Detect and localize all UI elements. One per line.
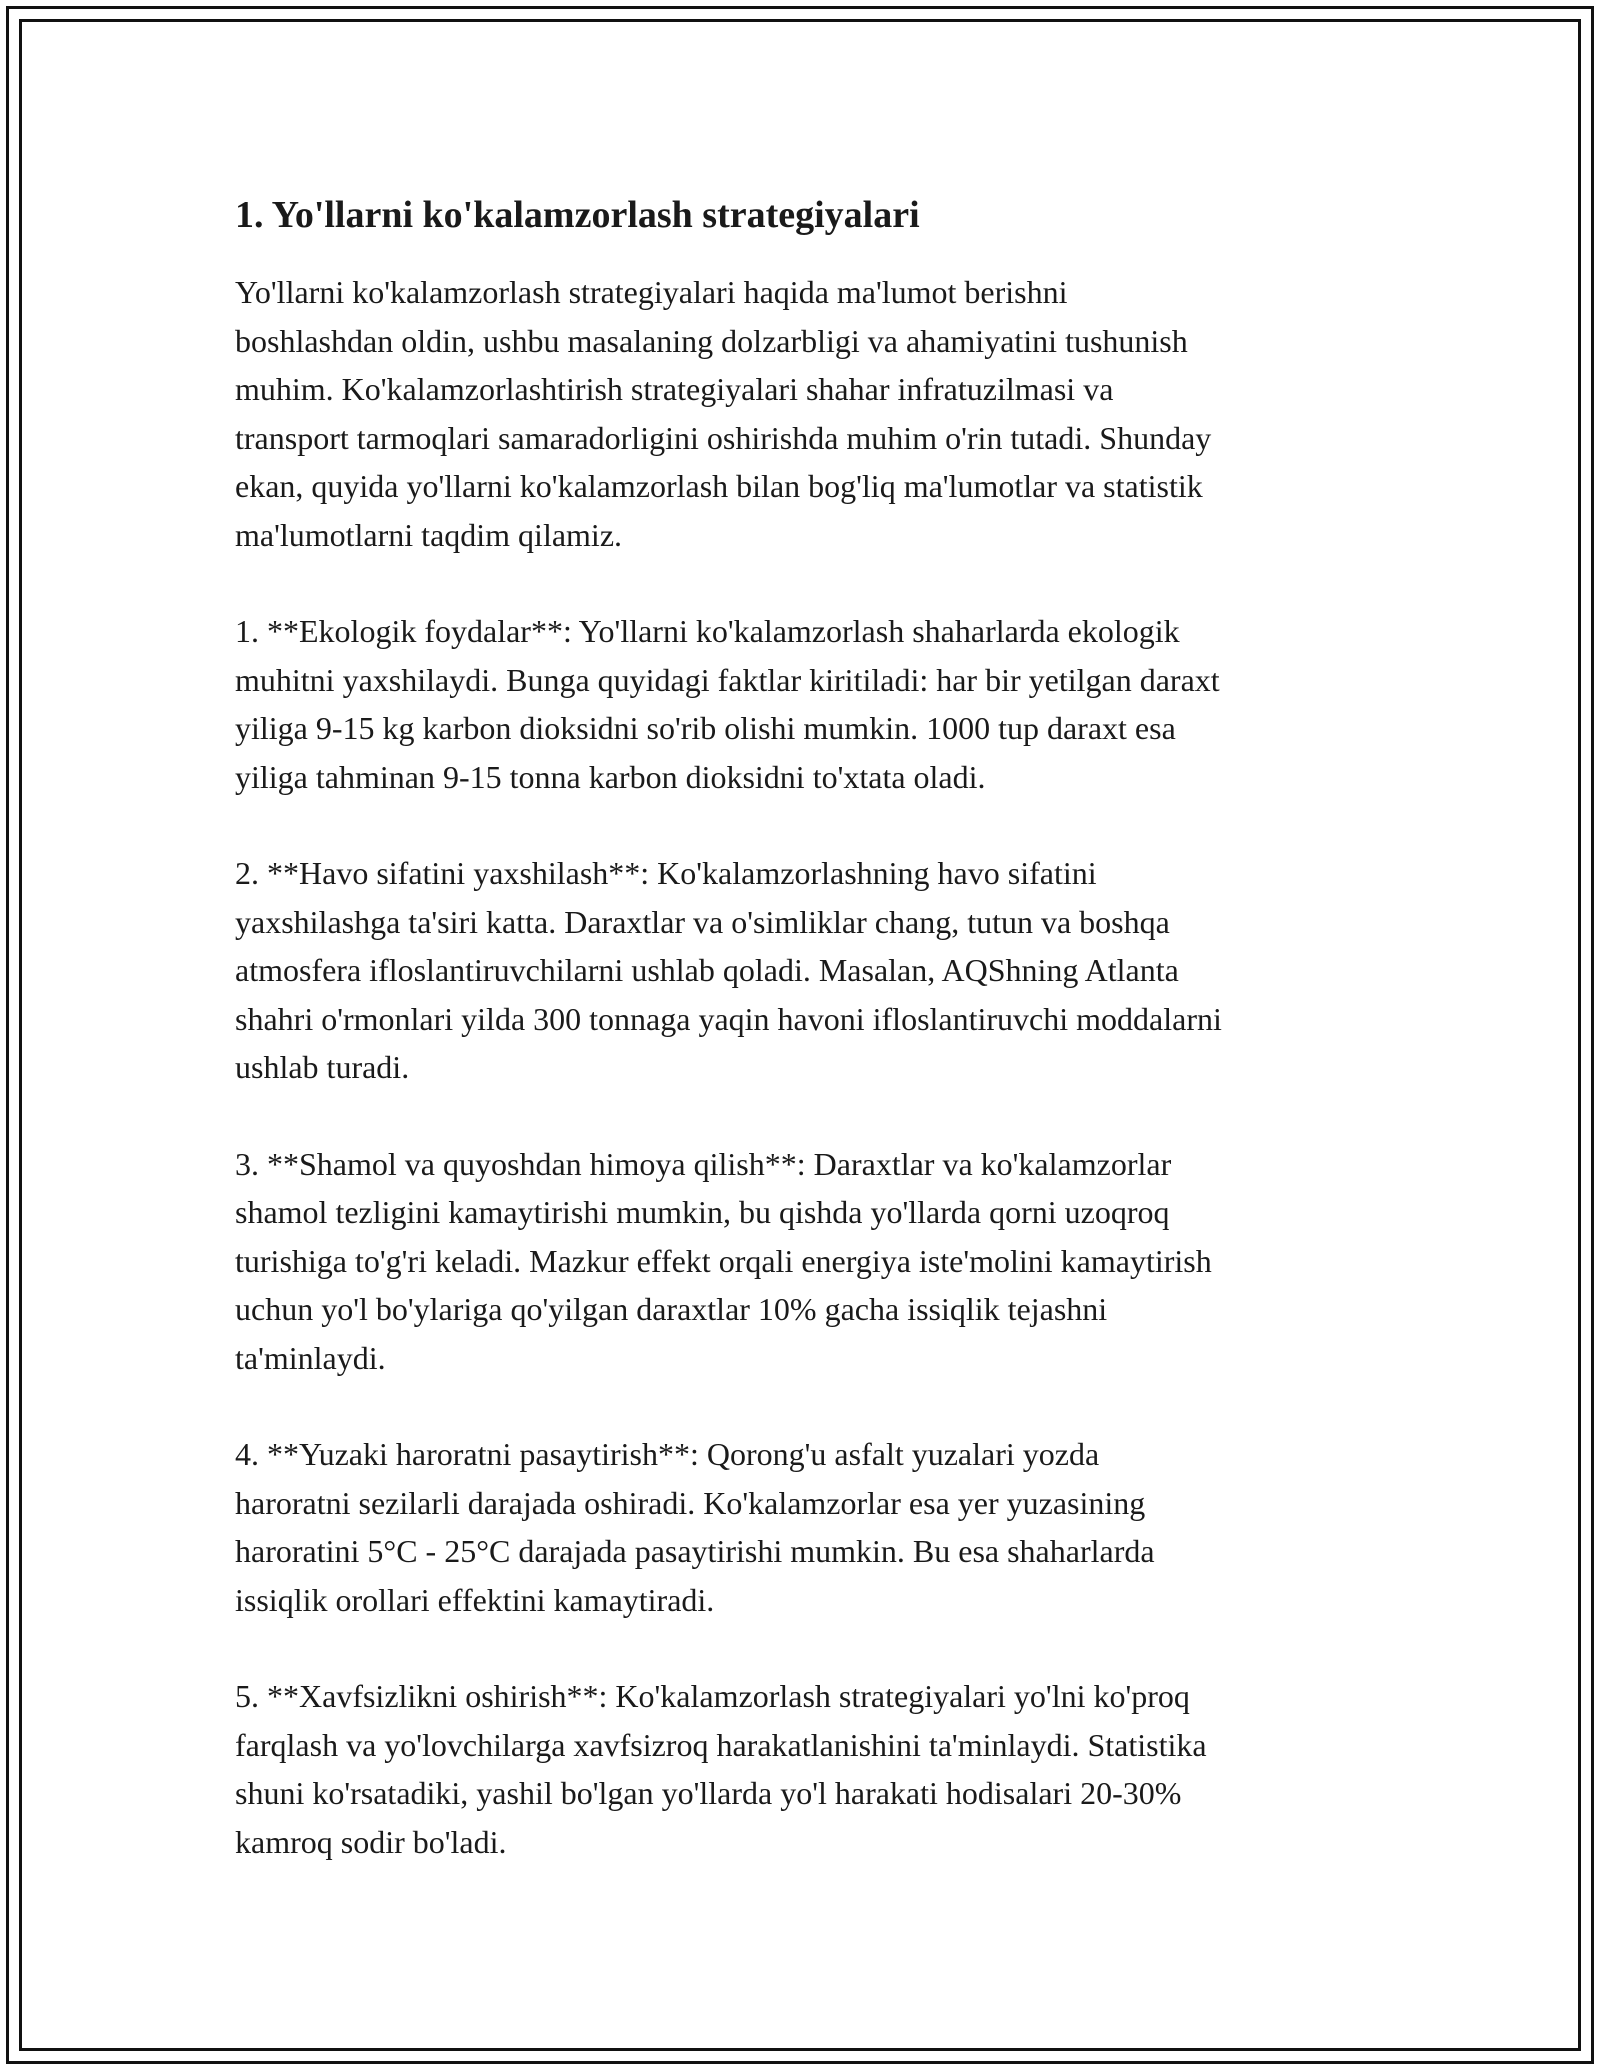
section-heading: 1. Yo'llarni ko'kalamzorlash strategiyalari	[235, 194, 920, 236]
point-safety: 5. **Xavfsizlikni oshirish**: Ko'kalamzorlash strategiyalari yo'lni ko'proq farqlash va yo'lovchilarga xavfsizroq harakatlanishini ta'minlaydi. Statistika shuni ko'rsatadiki, yashil bo'lgan yo'llarda yo'l harakati hodisalari 20-30% kamroq sodir bo'ladi.	[235, 1678, 1207, 1860]
document-body	[235, 188, 1375, 1914]
point-ecological-benefits: 1. **Ekologik foydalar**: Yo'llarni ko'kalamzorlash shaharlarda ekologik muhitni yaxshilaydi. Bunga quyidagi faktlar kiritiladi: har bir yetilgan daraxt yiliga 9-15 kg karbon dioksidni so'rib olishi mumkin. 1000 tup daraxt esa yiliga tahminan 9-15 tonna karbon dioksidni to'xtata oladi.	[235, 613, 1220, 795]
intro-paragraph: Yo'llarni ko'kalamzorlash strategiyalari haqida ma'lumot berishni boshlashdan oldin, ushbu masalaning dolzarbligi va ahamiyatini tushunish muhim. Ko'kalamzorlashtirish strategiyalari shahar infratuzilmasi va transport tarmoqlari samaradorligini oshirishda muhim o'rin tutadi. Shunday ekan, quyida yo'llarni ko'kalamzorlash bilan bog'liq ma'lumotlar va statistik ma'lumotlarni taqdim qilamiz.	[235, 274, 1212, 553]
point-surface-temperature: 4. **Yuzaki haroratni pasaytirish**: Qorong'u asfalt yuzalari yozda haroratni sezilarli darajada oshiradi. Ko'kalamzorlar esa yer yuzasining haroratini 5°C - 25°C darajada pasaytirishi mumkin. Bu esa shaharlarda issiqlik orollari effektini kamaytiradi.	[235, 1436, 1155, 1618]
point-wind-sun-protection: 3. **Shamol va quyoshdan himoya qilish**: Daraxtlar va ko'kalamzorlar shamol tezligini kamaytirishi mumkin, bu qishda yo'llarda qorni uzoqroq turishiga to'g'ri keladi. Mazkur effekt orqali energiya iste'molini kamaytirish uchun yo'l bo'ylariga qo'yilgan daraxtlar 10% gacha issiqlik tejashni ta'minlaydi.	[235, 1145, 1212, 1376]
point-air-quality: 2. **Havo sifatini yaxshilash**: Ko'kalamzorlashning havo sifatini yaxshilashga ta'siri katta. Daraxtlar va o'simliklar chang, tutun va boshqa atmosfera ifloslantiruvchilarni ushlab qoladi. Masalan, AQShning Atlanta shahri o'rmonlari yilda 300 tonnaga yaqin havoni ifloslantiruvchi moddalarni ushlab turadi.	[235, 855, 1222, 1085]
